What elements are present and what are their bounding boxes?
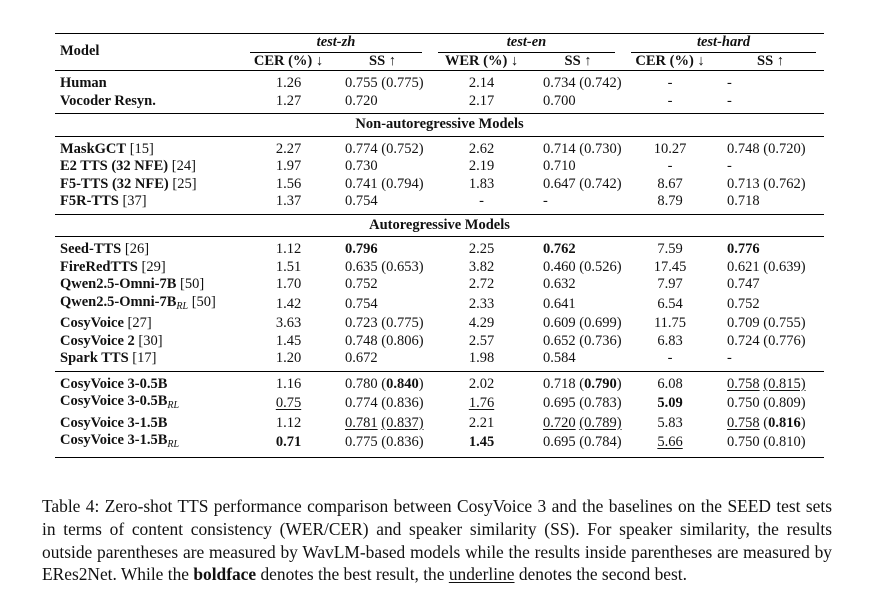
citation: [17] xyxy=(128,350,157,366)
text-run: 0.71 xyxy=(275,434,302,450)
section-header-row xyxy=(55,214,824,237)
model-name-cell xyxy=(55,237,242,259)
model-name-cell xyxy=(55,71,242,93)
metric-cell: 6.83 xyxy=(657,332,683,349)
metric-cell: 0.709 (0.755) xyxy=(727,315,806,331)
citation: [26] xyxy=(121,241,150,257)
metric-cell: 0.754 xyxy=(345,193,378,209)
model-name: CosyVoice 3-0.5B xyxy=(60,375,168,392)
model-name: F5-TTS (32 NFE) xyxy=(60,175,169,192)
metric-cell xyxy=(335,371,430,393)
model-name: CosyVoice 2 xyxy=(60,332,135,349)
metric-cell: 0.718 xyxy=(727,193,760,209)
text-run: 0.796 xyxy=(345,241,378,257)
metric-cell: 0.724 (0.776) xyxy=(727,332,806,349)
table-row xyxy=(55,315,824,333)
model-name: CosyVoice xyxy=(60,315,124,331)
model-name-cell xyxy=(55,294,242,316)
model-name-cell xyxy=(55,93,242,114)
model-subscript: RL xyxy=(167,439,180,450)
model-name: Seed-TTS xyxy=(60,241,122,257)
metric-cell: 0.695 (0.783) xyxy=(543,395,622,411)
metric-cell: 1.51 xyxy=(275,258,302,275)
metric-cell: 0.635 (0.653) xyxy=(345,258,424,275)
text-run: (0.837) xyxy=(381,414,424,431)
metric-cell: 0.652 (0.736) xyxy=(543,332,622,349)
metric-cell: - xyxy=(727,92,732,109)
metric-cell: 1.16 xyxy=(275,375,302,392)
results-table xyxy=(55,33,824,458)
model-column-header: Model xyxy=(60,43,100,60)
metric-cell: 1.97 xyxy=(275,158,302,174)
metric-cell: 11.75 xyxy=(653,315,687,331)
metric-cell: 2.33 xyxy=(468,295,495,312)
citation: [27] xyxy=(123,315,152,331)
metric-cell xyxy=(533,237,623,259)
metric-cell: 0.774 (0.836) xyxy=(345,395,424,411)
metric-cell: 17.45 xyxy=(653,258,687,275)
section-title: Autoregressive Models xyxy=(369,216,510,233)
text-run: ) xyxy=(418,375,424,392)
table-row xyxy=(55,333,824,351)
metric-cell: 0.672 xyxy=(345,350,378,366)
metric-cell: 0.695 (0.784) xyxy=(543,434,622,450)
text-run: 0.790 xyxy=(584,375,617,392)
metric-header: SS ↑ xyxy=(369,52,397,69)
text-run: ) xyxy=(616,375,622,392)
table-row xyxy=(55,415,824,433)
metric-cell: 3.63 xyxy=(275,315,302,331)
metric-cell xyxy=(623,432,717,457)
text-run: 0.758 xyxy=(727,375,760,392)
metric-cell: 0.755 (0.775) xyxy=(345,75,424,91)
table-row xyxy=(55,393,824,415)
metric-header: SS ↑ xyxy=(564,52,592,69)
metric-cell: 4.29 xyxy=(468,315,495,331)
table-caption xyxy=(42,495,832,585)
text-run: 0.776 xyxy=(727,241,760,257)
model-name: Qwen2.5-Omni-7B xyxy=(60,276,177,292)
metric-cell: 7.97 xyxy=(657,276,683,292)
text-run: 0.762 xyxy=(543,241,576,257)
metric-cell xyxy=(717,237,824,259)
model-name: CosyVoice 3-1.5B xyxy=(60,432,168,448)
table-row xyxy=(55,93,824,114)
metric-cell: - xyxy=(727,350,732,366)
metric-cell: 1.98 xyxy=(468,350,495,366)
text-run: denotes the best result, the xyxy=(256,564,449,585)
metric-cell: 1.70 xyxy=(275,276,302,292)
metric-cell: 0.775 (0.836) xyxy=(345,434,424,450)
table-row xyxy=(55,259,824,277)
model-name: Vocoder Resyn. xyxy=(60,92,156,109)
citation: [37] xyxy=(118,193,147,209)
metric-header: CER (%) ↓ xyxy=(253,52,324,69)
citation: [15] xyxy=(126,140,154,157)
metric-cell: 1.37 xyxy=(275,193,302,209)
metric-cell: 1.45 xyxy=(275,332,302,349)
group-header-test-hard: test-hard xyxy=(623,34,824,53)
text-run: underline xyxy=(448,564,515,585)
table-row xyxy=(55,276,824,294)
metric-cell: 8.79 xyxy=(657,193,683,209)
metric-cell xyxy=(430,432,533,457)
text-run: ( xyxy=(759,414,769,431)
text-run: 0.75 xyxy=(275,395,302,411)
metric-cell xyxy=(533,415,623,433)
table-row xyxy=(55,176,824,194)
table-row xyxy=(55,371,824,393)
text-run: 0.718 ( xyxy=(543,375,585,392)
metric-cell: 0.774 (0.752) xyxy=(345,140,424,157)
model-name: MaskGCT xyxy=(60,140,127,157)
metric-header: SS ↑ xyxy=(757,52,785,69)
metric-cell: - xyxy=(667,75,673,91)
text-run: 5.09 xyxy=(657,395,683,411)
metric-cell: 0.750 (0.809) xyxy=(727,395,806,411)
metric-cell: 0.747 xyxy=(727,276,760,292)
group-header-test-zh: test-zh xyxy=(242,34,430,53)
metric-cell: 0.641 xyxy=(543,295,576,312)
metric-cell: 1.56 xyxy=(275,175,302,192)
text-run: 0.780 ( xyxy=(345,375,387,392)
metric-header: WER (%) ↓ xyxy=(444,52,519,69)
model-name-cell xyxy=(55,193,242,214)
model-name-cell xyxy=(55,158,242,176)
metric-cell: 2.72 xyxy=(468,276,495,292)
citation: [25] xyxy=(168,175,197,192)
metric-cell: 7.59 xyxy=(657,241,683,257)
model-name-cell xyxy=(55,176,242,194)
metric-cell xyxy=(623,393,717,415)
metric-cell: 1.83 xyxy=(468,175,495,192)
model-name: CosyVoice 3-0.5B xyxy=(60,393,168,409)
model-name-cell xyxy=(55,432,242,457)
model-name-cell xyxy=(55,276,242,294)
metric-cell: 0.609 (0.699) xyxy=(543,315,622,331)
citation: [50] xyxy=(188,293,216,310)
metric-cell: 1.12 xyxy=(275,241,302,257)
metric-cell: 0.621 (0.639) xyxy=(727,258,806,275)
table-body xyxy=(55,71,824,458)
metric-cell: 0.723 (0.775) xyxy=(345,315,424,331)
metric-cell: 2.21 xyxy=(468,414,495,431)
metric-cell: 1.42 xyxy=(275,295,302,312)
metric-cell xyxy=(335,415,430,433)
model-name: Qwen2.5-Omni-7B xyxy=(60,293,177,310)
model-subscript: RL xyxy=(167,400,180,411)
metric-cell: 1.27 xyxy=(275,92,302,109)
metric-cell: 0.741 (0.794) xyxy=(345,175,424,192)
metric-cell xyxy=(242,393,335,415)
metric-cell: 2.14 xyxy=(468,75,495,91)
text-run: boldface xyxy=(193,564,257,585)
text-run: ) xyxy=(800,414,806,431)
metric-cell: 0.713 (0.762) xyxy=(727,175,806,192)
metric-cell: 1.20 xyxy=(275,350,302,366)
metric-cell: 1.26 xyxy=(275,75,302,91)
metric-cell: - xyxy=(667,158,673,174)
metric-cell: 0.720 xyxy=(345,92,378,109)
metric-cell: 0.750 (0.810) xyxy=(727,434,806,450)
table-row xyxy=(55,294,824,316)
table-row xyxy=(55,193,824,214)
metric-cell: 0.748 (0.806) xyxy=(345,332,424,349)
text-run: 1.45 xyxy=(468,434,495,450)
text-run: 0.781 xyxy=(345,414,378,431)
metric-cell: 8.67 xyxy=(657,175,683,192)
metric-cell: 2.27 xyxy=(275,140,302,157)
model-subscript: RL xyxy=(176,300,189,312)
table-row xyxy=(55,136,824,158)
model-name-cell xyxy=(55,136,242,158)
metric-cell xyxy=(717,415,824,433)
model-name: Human xyxy=(60,75,107,91)
text-run: denotes the second best. xyxy=(514,564,687,585)
text-run: 0.816 xyxy=(768,414,801,431)
metric-cell: 0.734 (0.742) xyxy=(543,75,622,91)
model-name-cell xyxy=(55,393,242,415)
metric-cell: 5.83 xyxy=(657,414,683,431)
model-name: CosyVoice 3-1.5B xyxy=(60,414,168,431)
text-run: (0.789) xyxy=(579,414,622,431)
table-row xyxy=(55,350,824,371)
metric-cell: 0.730 xyxy=(345,158,378,174)
table-row xyxy=(55,158,824,176)
text-run: 0.840 xyxy=(386,375,419,392)
model-name-cell xyxy=(55,350,242,371)
model-name: FireRedTTS xyxy=(60,258,138,275)
metric-cell: 6.08 xyxy=(657,375,683,392)
text-run: 5.66 xyxy=(657,434,683,450)
model-name: Spark TTS xyxy=(60,350,129,366)
metric-cell: 0.460 (0.526) xyxy=(543,258,622,275)
model-name-cell xyxy=(55,333,242,351)
model-name-cell xyxy=(55,415,242,433)
model-name-cell xyxy=(55,259,242,277)
text-run: (0.815) xyxy=(763,375,806,392)
table-row xyxy=(55,71,824,93)
metric-cell: 10.27 xyxy=(653,140,687,157)
section-header-row xyxy=(55,114,824,137)
metric-cell: 3.82 xyxy=(468,258,495,275)
metric-cell: 0.647 (0.742) xyxy=(543,175,622,192)
metric-cell: 0.714 (0.730) xyxy=(543,140,622,157)
metric-cell: 2.02 xyxy=(468,375,495,392)
citation: [30] xyxy=(134,332,163,349)
table-row xyxy=(55,237,824,259)
metric-cell: 2.19 xyxy=(468,158,495,174)
metric-cell: 0.754 xyxy=(345,295,378,312)
model-name-cell xyxy=(55,315,242,333)
section-title: Non-autoregressive Models xyxy=(355,116,524,132)
metric-cell: 6.54 xyxy=(657,295,683,312)
citation: [50] xyxy=(176,276,205,292)
metric-cell: 2.17 xyxy=(468,92,495,109)
metric-cell: 0.752 xyxy=(727,295,760,312)
text-run: 1.76 xyxy=(468,395,495,411)
metric-cell: 0.584 xyxy=(543,350,576,366)
model-name: E2 TTS (32 NFE) xyxy=(60,158,169,174)
metric-cell: - xyxy=(667,92,673,109)
metric-cell: 0.632 xyxy=(543,276,576,292)
metric-cell: 0.700 xyxy=(543,92,576,109)
metric-cell: 0.710 xyxy=(543,158,576,174)
metric-cell xyxy=(335,237,430,259)
model-name-cell xyxy=(55,371,242,393)
metric-cell: 0.748 (0.720) xyxy=(727,140,806,157)
metric-cell: - xyxy=(543,193,548,209)
metric-cell xyxy=(717,371,824,393)
metric-cell: 2.57 xyxy=(468,332,495,349)
text-run: 0.758 xyxy=(727,414,760,431)
metric-cell: 2.62 xyxy=(468,140,495,157)
metric-cell xyxy=(242,432,335,457)
text-run: 0.720 xyxy=(543,414,576,431)
metric-cell xyxy=(430,393,533,415)
table-row xyxy=(55,432,824,457)
metric-cell: 0.752 xyxy=(345,276,378,292)
metric-cell: - xyxy=(667,350,673,366)
citation: [24] xyxy=(168,158,196,174)
metric-cell: - xyxy=(479,193,484,209)
metric-cell: - xyxy=(727,158,732,174)
group-header-test-en: test-en xyxy=(430,34,623,53)
metric-cell xyxy=(533,371,623,393)
model-name: F5R-TTS xyxy=(60,193,119,209)
metric-cell: 1.12 xyxy=(275,414,302,431)
text-run: Table 4: Zero-shot TTS performance comparison between CosyVoice 3 and the baselines on the SEED test sets in terms of content consistency (WER/CER) and speaker similarity (SS). For speaker similarity, the results outside parentheses are measured by WavLM-based models while the results inside parentheses are measured by ERes2Net. While the xyxy=(42,496,832,585)
metric-header: CER (%) ↓ xyxy=(635,52,705,69)
citation: [29] xyxy=(137,258,166,275)
metric-cell: - xyxy=(727,75,732,91)
metric-cell: 2.25 xyxy=(468,241,495,257)
